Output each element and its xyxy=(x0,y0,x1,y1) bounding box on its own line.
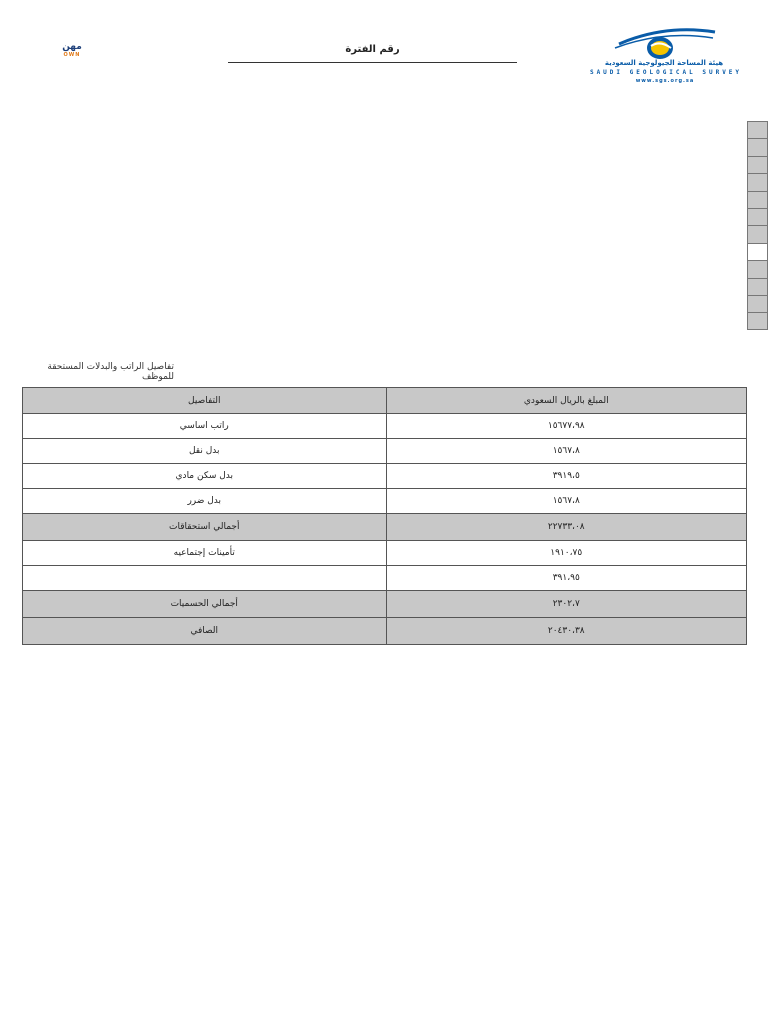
sgs-english-name: SAUDI GEOLOGICAL SURVEY xyxy=(589,69,743,76)
table-row xyxy=(23,489,747,514)
side-grid-cell xyxy=(747,295,768,312)
table-total-row xyxy=(23,514,747,541)
side-grid-cell xyxy=(747,243,768,260)
sgs-arabic-name: هيئة المساحة الجيولوجية السعودية xyxy=(604,59,724,67)
amount-cell: ١٥٦٧،٨ xyxy=(386,439,747,464)
table-total-row xyxy=(23,591,747,618)
side-grid-cell xyxy=(747,173,768,190)
side-grid-cell xyxy=(747,312,768,329)
table-row xyxy=(23,541,747,566)
side-grid-cell xyxy=(747,225,768,242)
details-cell: أجمالي استحقاقات xyxy=(23,514,387,541)
side-grid-cell xyxy=(747,260,768,277)
side-grid-cell xyxy=(747,278,768,295)
side-grid-cell xyxy=(747,208,768,225)
amount-cell: ١٩١٠،٧٥ xyxy=(386,541,747,566)
side-grid-strip xyxy=(747,121,768,330)
side-grid-cell xyxy=(747,138,768,155)
details-column-header: التفاصيل xyxy=(23,388,387,414)
details-cell: أجمالي الحسميات xyxy=(23,591,387,618)
sgs-website: www.sgs.org.sa xyxy=(635,78,695,84)
amount-cell: ١٥٦٧،٨ xyxy=(386,489,747,514)
salary-table-body xyxy=(23,414,747,645)
amount-cell: ٢٠٤٣٠،٣٨ xyxy=(386,618,747,645)
table-row xyxy=(23,439,747,464)
salary-table xyxy=(22,387,747,645)
amount-cell: ٣٩١٩،٥ xyxy=(386,464,747,489)
table-caption: تفاصيل الراتب والبدلات المستحقة للموظف xyxy=(47,362,174,382)
table-row xyxy=(23,414,747,439)
owner-logo xyxy=(56,42,88,60)
details-cell xyxy=(23,566,387,591)
table-total-row xyxy=(23,618,747,645)
details-cell: بدل نقل xyxy=(23,439,387,464)
details-cell: بدل ضرر xyxy=(23,489,387,514)
amount-cell: ٢٢٧٣٣،٠٨ xyxy=(386,514,747,541)
table-row xyxy=(23,566,747,591)
details-cell: راتب اساسي xyxy=(23,414,387,439)
amount-cell: ٣٩١،٩٥ xyxy=(386,566,747,591)
period-number-label: رقم الفترة xyxy=(228,40,517,63)
amount-cell: ٢٣٠٢،٧ xyxy=(386,591,747,618)
amount-cell: ١٥٦٧٧،٩٨ xyxy=(386,414,747,439)
side-grid-cell xyxy=(747,191,768,208)
owner-logo-arabic: مهن xyxy=(62,42,82,52)
details-cell: بدل سكن مادي xyxy=(23,464,387,489)
table-header-row xyxy=(23,388,747,414)
sgs-logo xyxy=(585,26,750,88)
details-cell: الصافي xyxy=(23,618,387,645)
table-row xyxy=(23,464,747,489)
side-grid-cell xyxy=(747,156,768,173)
side-grid-cell xyxy=(747,121,768,138)
amount-column-header: المبلغ بالريال السعودي xyxy=(386,388,747,414)
details-cell: تأمينات إجتماعيه xyxy=(23,541,387,566)
owner-logo-latin: OWN xyxy=(63,52,81,58)
